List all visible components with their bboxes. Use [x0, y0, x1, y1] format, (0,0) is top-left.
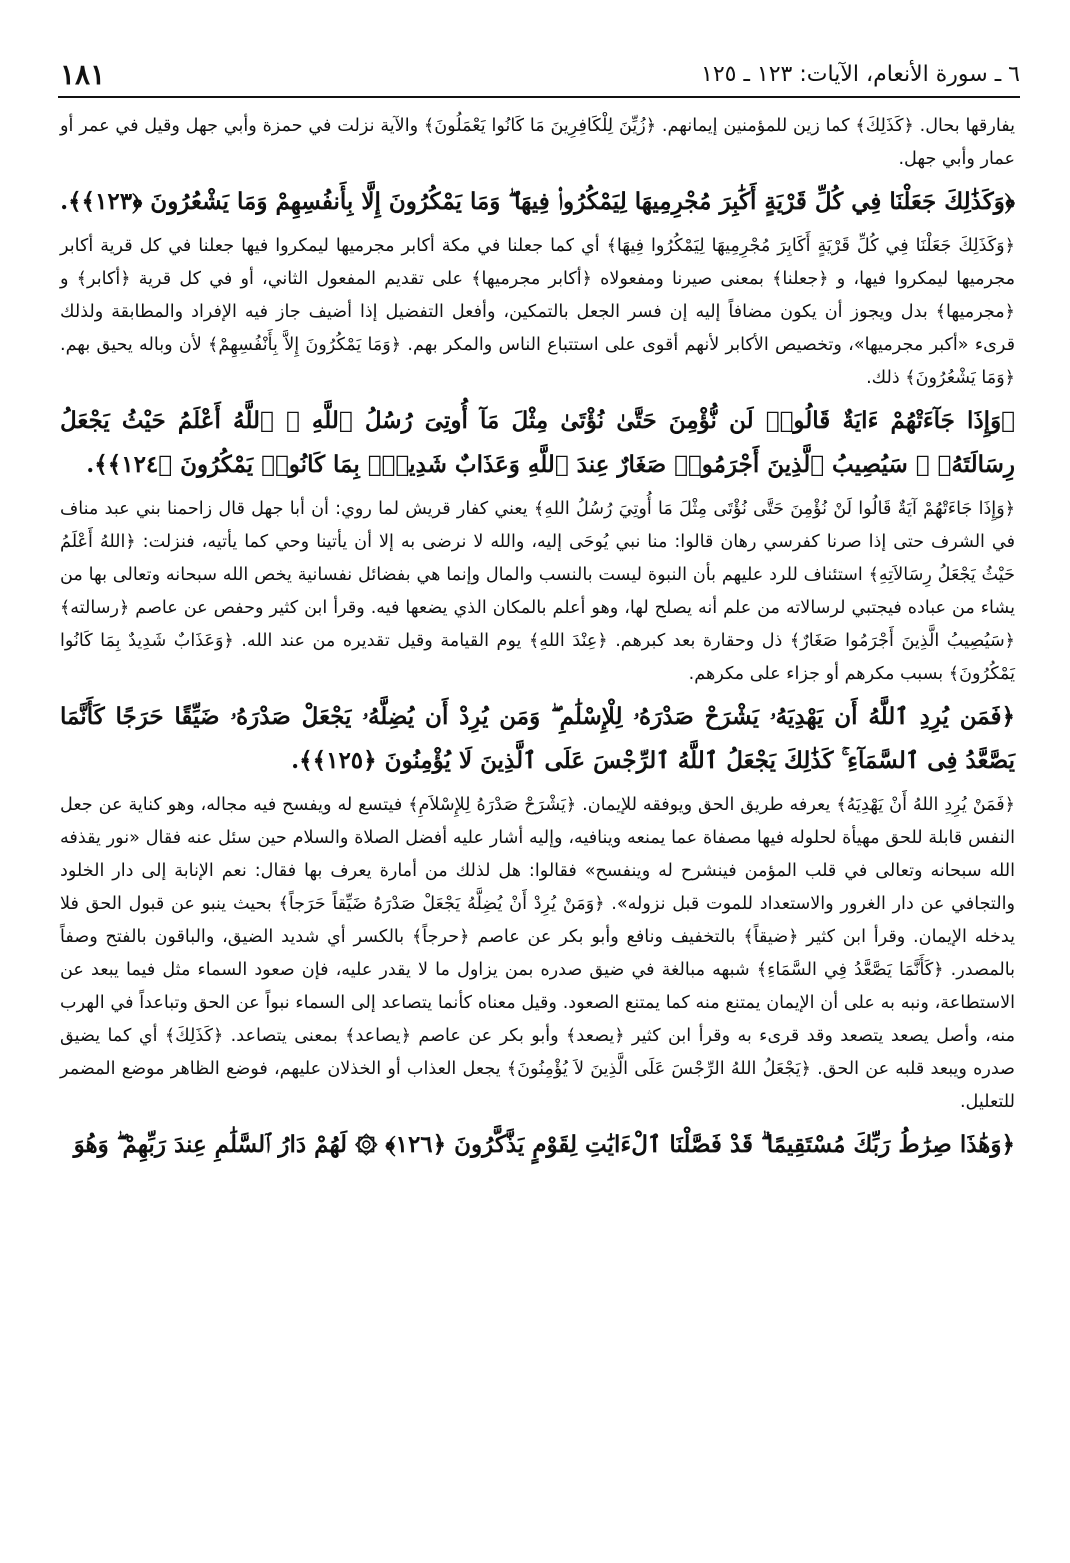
- header-rule: [58, 96, 1020, 98]
- page-body: [60, 110, 1015, 1173]
- quran-verse: ﴿وَهَٰذَا صِرَٰطُ رَبِّكَ مُسْتَقِيمًا ۗ قَدْ فَصَّلْنَا ٱلْءَايَٰتِ لِقَوْمٍ يَذَّكَّرُونَ ﴿١٢٦﴾ ۞ لَهُمْ دَارُ ٱلسَّلَٰمِ عِندَ رَبِّهِمْ ۖ وَهُوَ: [73, 1131, 1015, 1158]
- tafsir-paragraph: ﴿وَإِذَا جَاءَتْهُمْ آيَةٌ قَالُوا لَنْ نُؤْمِنَ حَتَّى نُؤْتَى مِثْلَ مَا أُوتِيَ رُسُلُ اللهِ﴾ يعني كفار قريش لما روي: أن أبا جهل قال زاحمنا بني عبد مناف في الشرف حتى إذا صرنا كفرسي رهان قالوا: منا نبي يُوحَى إليه، والله لا نرضى به إلا أن يأتينا وحي كما يأتيه، فنزلت: ﴿اللهُ أَعْلَمُ حَيْثُ يَجْعَلُ رِسَالاَتِهِ﴾ استئناف للرد عليهم بأن النبوة ليست بالنسب والمال وإنما هي بفضائل نفسانية يخص الله سبحانه وتعالى بها من يشاء من عباده فيجتبي لرسالاته من علم أنه يصلح لها، وهو أعلم بالمكان الذي يضعها فيه. وقرأ ابن كثير وحفص عن عاصم ﴿رسالته﴾ ﴿سَيُصِيبُ الَّذِينَ أَجْرَمُوا صَغَارٌ﴾ ذل وحقارة بعد كبرهم. ﴿عِنْدَ اللهِ﴾ يوم القيامة وقيل تقديره من عند الله. ﴿وَعَذَابٌ شَدِيدٌ بِمَا كَانُوا يَمْكُرُونَ﴾ بسبب مكرهم أو جزاء على مكرهم.: [60, 499, 1015, 684]
- surah-title: ٦ ـ سورة الأنعام، الآيات: ١٢٣ ـ ١٢٥: [701, 61, 1020, 87]
- tafsir-paragraph: ﴿وَكَذَلِكَ جَعَلْنَا فِي كُلِّ قَرْيَةٍ أَكَابِرَ مُجْرِمِيهَا لِيَمْكُرُوا فِيهَا﴾ أي كما جعلنا في مكة أكابر مجرميها ليمكروا فيها جعلنا في كل قرية أكابر مجرميها ليمكروا فيها، و ﴿جعلنا﴾ بمعنى صيرنا ومفعولاه ﴿أكابر مجرميها﴾ على تقديم المفعول الثاني، أو في كل قرية ﴿أكابر﴾ و ﴿مجرميها﴾ بدل ويجوز أن يكون مضافاً إليه إن فسر الجعل بالتمكين، وأفعل التفضيل إذا أضيف جاز فيه الإفراد والمطابقة ولذلك قرىء «أكبر مجرميها»، وتخصيص الأكابر لأنهم أقوى على استتباع الناس والمكر بهم. ﴿وَمَا يَمْكُرُونَ إِلاَّ بِأَنْفُسِهِمْ﴾ لأن وباله يحيق بهم. ﴿وَمَا يَشْعُرُونَ﴾ ذلك.: [60, 236, 1015, 388]
- tafsir-paragraph: يفارقها بحال. ﴿كَذَلِكَ﴾ كما زين للمؤمنين إيمانهم. ﴿زُيِّنَ لِلْكَافِرِينَ مَا كَانُوا يَعْمَلُونَ﴾ والآية نزلت في حمزة وأبي جهل وقيل في عمر أو عمار وأبي جهل.: [60, 116, 1015, 169]
- page-header: [60, 54, 1020, 94]
- quran-verse: ﴿وَإِذَا جَآءَتْهُمْ ءَايَةٌ قَالُوا۟ لَن نُّؤْمِنَ حَتَّىٰ نُؤْتَىٰ مِثْلَ مَآ أُوتِىَ رُسُلُ ٱللَّهِ ۘ ٱللَّهُ أَعْلَمُ حَيْثُ يَجْعَلُ رِسَالَتَهُۥ ۗ سَيُصِيبُ ٱلَّذِينَ أَجْرَمُوا۟ صَغَارٌ عِندَ ٱللَّهِ وَعَذَابٌ شَدِيدٌۢ بِمَا كَانُوا۟ يَمْكُرُونَ ﴿١٢٤﴾﴾.: [60, 407, 1015, 478]
- quran-verse: ﴿وَكَذَٰلِكَ جَعَلْنَا فِي كُلِّ قَرْيَةٍ أَكَٰبِرَ مُجْرِمِيهَا لِيَمْكُرُوا۟ فِيهَا ۖ وَمَا يَمْكُرُونَ إِلَّا بِأَنفُسِهِمْ وَمَا يَشْعُرُونَ ﴿١٢٣﴾﴾.: [60, 188, 1015, 215]
- quran-verse: ﴿فَمَن يُرِدِ ٱللَّهُ أَن يَهْدِيَهُۥ يَشْرَحْ صَدْرَهُۥ لِلْإِسْلَٰمِ ۖ وَمَن يُرِدْ أَن يُضِلَّهُۥ يَجْعَلْ صَدْرَهُۥ ضَيِّقًا حَرَجًا كَأَنَّمَا يَصَّعَّدُ فِى ٱلسَّمَآءِ ۚ كَذَٰلِكَ يَجْعَلُ ٱللَّهُ ٱلرِّجْسَ عَلَى ٱلَّذِينَ لَا يُؤْمِنُونَ ﴿١٢٥﴾﴾.: [60, 703, 1015, 774]
- tafsir-paragraph: ﴿فَمَنْ يُرِدِ اللهُ أَنْ يَهْدِيَهُ﴾ يعرفه طريق الحق ويوفقه للإيمان. ﴿يَشْرَحْ صَدْرَهُ لِلإِسْلاَمِ﴾ فيتسع له ويفسح فيه مجاله، وهو كناية عن جعل النفس قابلة للحق مهيأة لحلوله فيها مصفاة عما يمنعه وينافيه، وإليه أشار عليه أفضل الصلاة والسلام حين سئل عنه فقال «نور يقذفه الله سبحانه وتعالى في قلب المؤمن فينشرح له وينفسح» فقالوا: هل لذلك من أمارة يعرف بها فقال: نعم الإنابة إلى دار الخلود والتجافي عن دار الغرور والاستعداد للموت قبل نزوله». ﴿وَمَنْ يُرِدْ أَنْ يُضِلَّهُ يَجْعَلْ صَدْرَهُ ضَيِّقاً حَرَجاً﴾ بحيث ينبو عن قبول الحق فلا يدخله الإيمان. وقرأ ابن كثير ﴿ضيقاً﴾ بالتخفيف ونافع وأبو بكر عن عاصم ﴿حرجاً﴾ بالكسر أي شديد الضيق، والباقون بالفتح وصفاً بالمصدر. ﴿كَأَنَّمَا يَصَّعَّدُ فِي السَّمَاءِ﴾ شبهه مبالغة في ضيق صدره بمن يزاول ما لا يقدر عليه، فإن صعود السماء مثل فيما يبعد عن الاستطاعة، ونبه به على أن الإيمان يمتنع منه كما يمتنع الصعود. وقيل معناه كأنما يتصاعد إلى السماء نبواً عن الحق وتباعداً في الهرب منه، وأصل يصعد يتصعد وقد قرىء به وقرأ ابن كثير ﴿يصعد﴾ وأبو بكر عن عاصم ﴿يصاعد﴾ بمعنى يتصاعد. ﴿كَذَلِكَ﴾ أي كما يضيق صدره ويبعد قلبه عن الحق. ﴿يَجْعَلُ اللهُ الرِّجْسَ عَلَى الَّذِينَ لاَ يُؤْمِنُونَ﴾ يجعل العذاب أو الخذلان عليهم، فوضع الظاهر موضع المضمر للتعليل.: [60, 795, 1015, 1112]
- page-number: ١٨١: [60, 57, 106, 91]
